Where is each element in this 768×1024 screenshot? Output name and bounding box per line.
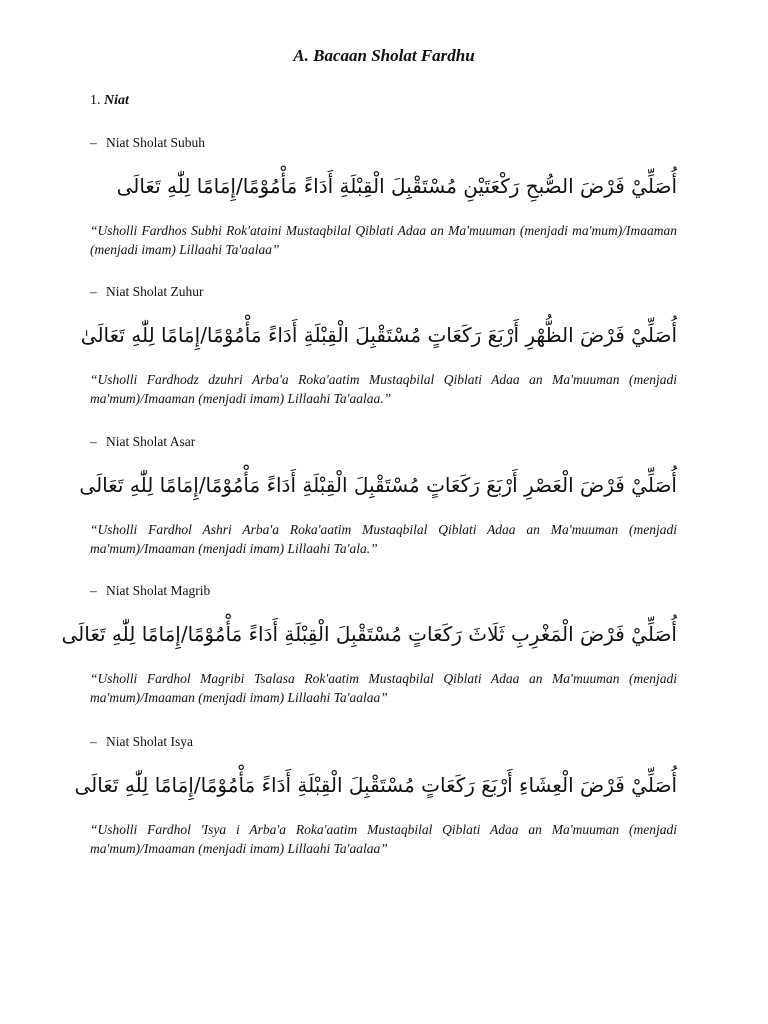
prayer-title [90, 282, 677, 302]
latin-transliteration: “Usholli Fardhol Magribi Tsalasa Rok'aatim Mustaqbilal Qiblati Adaa an Ma'muuman (menjadi ma'mum)/Imaaman (menjadi imam) Lillaahi Ta'aalaa” [90, 671, 677, 705]
arabic-niat-text: أُصَلِّيْ فَرْضَ الْعِشَاءِ أَرْبَعَ رَكَعَاتٍ مُسْتَقْبِلَ الْقِبْلَةِ أَدَاءً مَأْمُوْمًا/إِمَامًا لِلّٰهِ تَعَالَى [74, 773, 677, 797]
prayer-title-text: Niat Sholat Subuh [106, 135, 206, 150]
prayer-block-isya [74, 732, 677, 858]
page-title: A. Bacaan Sholat Fardhu [293, 46, 475, 65]
prayer-title [90, 581, 677, 601]
list-dash: – [90, 284, 97, 299]
prayer-title-text: Niat Sholat Asar [106, 434, 196, 449]
prayer-title [90, 732, 677, 752]
section-number: 1. [90, 93, 101, 108]
list-dash: – [90, 734, 97, 749]
prayer-block-magrib [61, 581, 677, 707]
latin-transliteration: “Usholli Fardhol Ashri Arba'a Roka'aatim Mustaqbilal Qiblati Adaa an Ma'muuman (menjadi ma'mum)/Imaaman (menjadi imam) Lillaahi Ta'ala.” [90, 522, 677, 556]
arabic-niat-text: أُصَلِّيْ فَرْضَ الصُّبحِ رَكْعَتَيْنِ مُسْتَقْبِلَ الْقِبْلَةِ أَدَاءً مَأْمُوْمًا/إِمَامًا لِلّٰهِ تَعَالَى [116, 174, 677, 198]
prayer-block-zuhur [80, 282, 677, 408]
list-dash: – [90, 135, 97, 150]
arabic-niat-text: أُصَلِّيْ فَرْضَ الْمَغْرِبِ ثَلَاثَ رَكَعَاتٍ مُسْتَقْبِلَ الْقِبْلَةِ أَدَاءً مَأْمُوْمًا/إِمَامًا لِلّٰهِ تَعَالَى [61, 622, 677, 646]
arabic-niat-text: أُصَلِّيْ فَرْضَ الظُّهْرِ أَرْبَعَ رَكَعَاتٍ مُسْتَقْبِلَ الْقِبْلَةِ أَدَاءً مَأْمُوْمًا/إِمَامًا لِلّٰهِ تَعَالَىٰ [80, 323, 677, 347]
section-heading [90, 93, 129, 109]
prayer-title-text: Niat Sholat Zuhur [106, 284, 204, 299]
prayer-block-subuh [90, 133, 677, 259]
list-dash: – [90, 583, 97, 598]
list-dash: – [90, 434, 97, 449]
section-label: Niat [104, 93, 129, 108]
latin-transliteration: “Usholli Fardhos Subhi Rok'ataini Mustaqbilal Qiblati Adaa an Ma'muuman (menjadi ma'mum)/Imaaman (menjadi imam) Lillaahi Ta'aalaa” [90, 223, 677, 257]
latin-transliteration: “Usholli Fardhodz dzuhri Arba'a Roka'aatim Mustaqbilal Qiblati Adaa an Ma'muuman (menjadi ma'mum)/Imaaman (menjadi imam) Lillaahi Ta'aalaa.” [90, 372, 677, 406]
prayer-title [90, 133, 677, 153]
prayer-title-text: Niat Sholat Magrib [106, 583, 211, 598]
prayer-block-asar [79, 432, 677, 558]
latin-transliteration: “Usholli Fardhol 'Isya i Arba'a Roka'aatim Mustaqbilal Qiblati Adaa an Ma'muuman (menjadi ma'mum)/Imaaman (menjadi imam) Lillaahi Ta'aalaa” [90, 822, 677, 856]
prayer-title-text: Niat Sholat Isya [106, 734, 193, 749]
arabic-niat-text: أُصَلِّيْ فَرْضَ الْعَصْرِ أَرْبَعَ رَكَعَاتٍ مُسْتَقْبِلَ الْقِبْلَةِ أَدَاءً مَأْمُوْمًا/إِمَامًا لِلّٰهِ تَعَالَى [79, 473, 677, 497]
prayer-title [90, 432, 677, 452]
